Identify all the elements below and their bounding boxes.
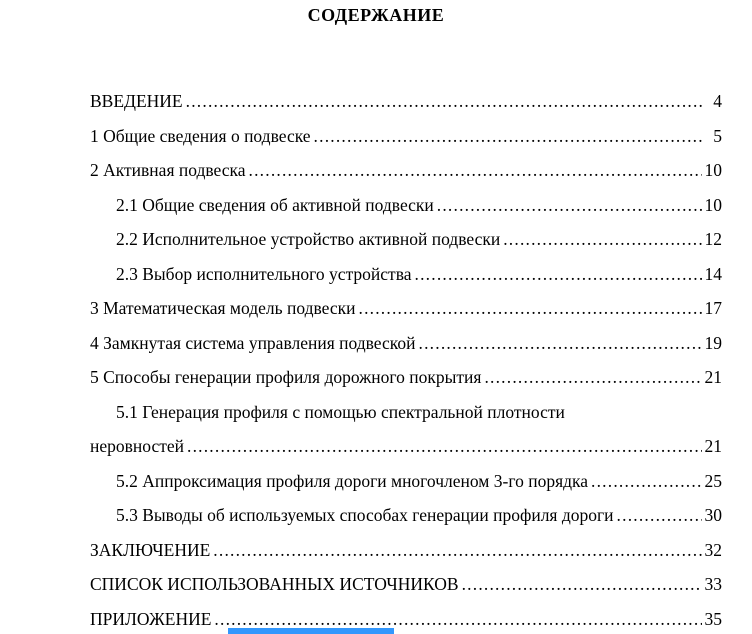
- leader-dots: [419, 326, 702, 361]
- toc-page-number: 32: [704, 539, 722, 560]
- toc-page-number: 10: [704, 194, 722, 215]
- toc-entry: [90, 326, 722, 361]
- toc-entry-text: ВВЕДЕНИЕ: [90, 91, 183, 111]
- toc-entry-text: 3 Математическая модель подвески: [90, 298, 356, 318]
- toc-entry-text: 2.1 Общие сведения об активной подвески: [116, 194, 434, 215]
- toc-entry: [90, 395, 722, 430]
- leader-dots: [359, 291, 703, 326]
- toc-page-number: 17: [704, 298, 722, 318]
- toc-entry-text: 2.3 Выбор исполнительного устройства: [116, 263, 412, 284]
- toc-entry-text: 5.2 Аппроксимация профиля дороги многочленом 3-го порядка: [116, 470, 589, 491]
- toc-entry: [90, 222, 722, 257]
- leader-dots: [249, 153, 702, 188]
- toc-entry-text: СПИСОК ИСПОЛЬЗОВАННЫХ ИСТОЧНИКОВ: [90, 574, 459, 594]
- toc-entry: [90, 119, 722, 154]
- toc-entry-text: неровностей: [90, 436, 184, 456]
- toc-page-number: 12: [704, 229, 722, 249]
- leader-dots: [213, 533, 702, 568]
- toc-entry-text: 1 Общие сведения о подвеске: [90, 125, 311, 146]
- leader-dots: [591, 464, 702, 499]
- toc-entry: [90, 533, 722, 568]
- toc-page-number: 35: [704, 608, 722, 629]
- toc-entry: [90, 567, 722, 602]
- toc-entry: [90, 257, 722, 292]
- toc-entry: [90, 84, 722, 119]
- toc-entry-text: 5.1 Генерация профиля с помощью спектральной плотности: [116, 401, 565, 422]
- leader-dots: [617, 498, 702, 533]
- toc-page-number: 4: [713, 91, 722, 111]
- toc-entry: [90, 602, 722, 634]
- toc-entry-text: ЗАКЛЮЧЕНИЕ: [90, 539, 211, 560]
- leader-dots: [462, 567, 702, 602]
- toc-page-number: 14: [704, 263, 722, 284]
- text-selection-highlight: [228, 628, 394, 634]
- toc-entry-text: 4 Замкнутая система управления подвеской: [90, 332, 416, 353]
- page-title: СОДЕРЖАНИЕ: [307, 5, 445, 25]
- toc-page-number: 5: [713, 125, 722, 146]
- toc-entry-text: 5 Способы генерации профиля дорожного покрытия: [90, 367, 482, 387]
- toc-entry: [90, 153, 722, 188]
- toc-page-number: 30: [704, 505, 722, 525]
- toc-entry: [90, 360, 722, 395]
- leader-dots: [314, 119, 702, 154]
- toc-entry: [90, 429, 722, 464]
- leader-dots: [187, 429, 702, 464]
- toc-entry-text: 2 Активная подвеска: [90, 160, 246, 180]
- leader-dots: [437, 188, 702, 223]
- toc-page-number: 10: [704, 160, 722, 180]
- toc-page-number: 19: [704, 332, 722, 353]
- toc-entry: [90, 291, 722, 326]
- toc-entry: [90, 188, 722, 223]
- toc-page-number: 33: [704, 574, 722, 594]
- toc-page-number: 25: [704, 470, 722, 491]
- toc-page-number: 21: [704, 436, 722, 456]
- toc-entry: [90, 498, 722, 533]
- leader-dots: [503, 222, 702, 257]
- toc-entry-text: 2.2 Исполнительное устройство активной подвески: [116, 229, 501, 249]
- toc-page-number: 21: [704, 367, 722, 387]
- leader-dots: [484, 360, 702, 395]
- toc-entry: [90, 464, 722, 499]
- toc-entry-text: 5.3 Выводы об используемых способах генерации профиля дороги: [116, 505, 614, 525]
- leader-dots: [415, 257, 702, 292]
- toc-list: [90, 84, 722, 634]
- toc-entry-text: ПРИЛОЖЕНИЕ: [90, 608, 212, 629]
- leader-dots: [186, 84, 702, 119]
